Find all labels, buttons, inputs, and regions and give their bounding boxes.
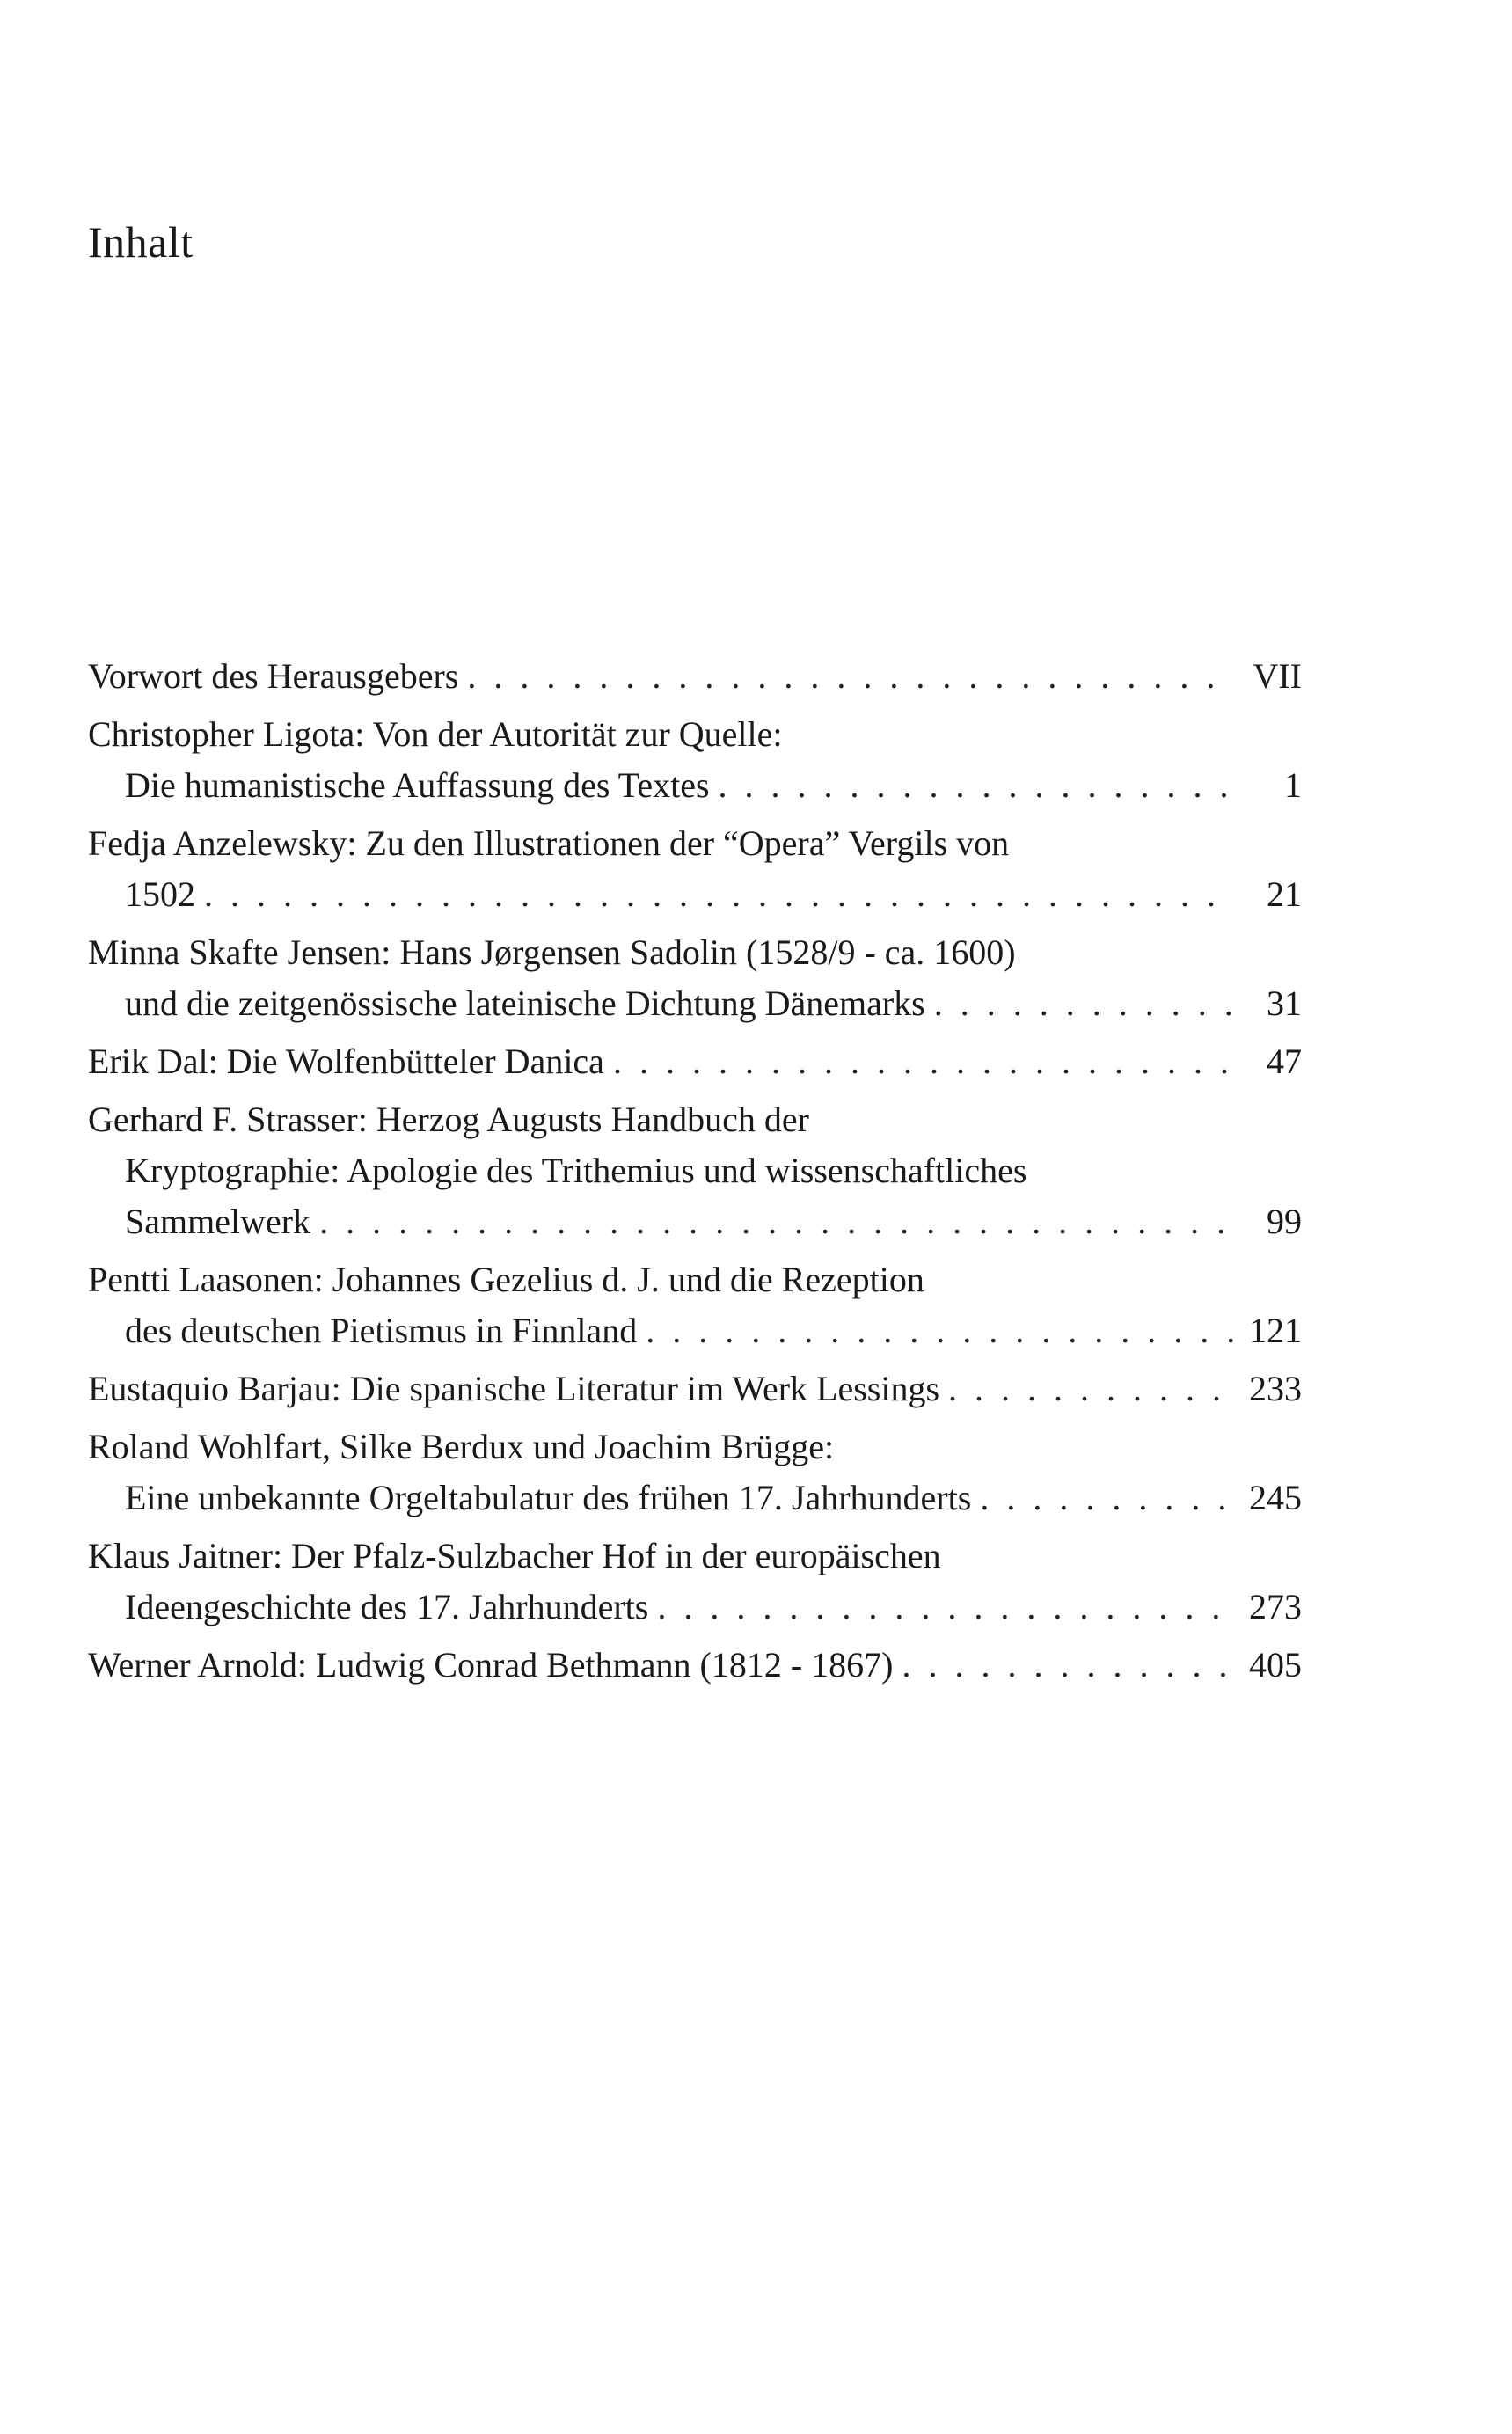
- toc-entry-4: [88, 927, 1302, 1029]
- table-of-contents: [88, 651, 1302, 1691]
- dot-leader: [948, 1363, 1233, 1414]
- page-number: 1: [1284, 765, 1302, 805]
- page-number: 47: [1267, 1042, 1302, 1081]
- toc-entry-9: [88, 1422, 1302, 1524]
- page-number: 273: [1249, 1587, 1302, 1626]
- toc-entry-6: [88, 1094, 1302, 1247]
- dot-leader: [319, 1196, 1233, 1247]
- toc-entry-title: Vorwort des Herausgebers: [88, 656, 459, 696]
- dot-leader: [934, 978, 1233, 1029]
- toc-line: [88, 1363, 1302, 1414]
- dot-leader: [980, 1473, 1233, 1524]
- page-number: 121: [1249, 1311, 1302, 1350]
- toc-line: [88, 978, 1302, 1029]
- toc-entry-7: [88, 1254, 1302, 1356]
- toc-entry-8: [88, 1363, 1302, 1414]
- toc-entry-3: [88, 818, 1302, 920]
- page-number: 21: [1267, 874, 1302, 914]
- toc-entry-title: Gerhard F. Strasser: Herzog Augusts Handbuch der: [88, 1100, 809, 1139]
- toc-line: [88, 1582, 1302, 1633]
- toc-line: [88, 1640, 1302, 1691]
- toc-entry-title: Klaus Jaitner: Der Pfalz-Sulzbacher Hof in der europäischen: [88, 1536, 941, 1575]
- toc-entry-5: [88, 1036, 1302, 1087]
- page-number: 99: [1267, 1202, 1302, 1241]
- toc-entry-title: Eustaquio Barjau: Die spanische Literatur im Werk Lessings: [88, 1369, 940, 1408]
- toc-entry-title-cont: Die humanistische Auffassung des Textes: [125, 765, 710, 805]
- page-number: VII: [1253, 656, 1302, 696]
- toc-entry-title-cont: Ideengeschichte des 17. Jahrhunderts: [125, 1587, 649, 1626]
- dot-leader: [719, 760, 1233, 811]
- page-number: 31: [1267, 983, 1302, 1023]
- toc-entry-title: Christopher Ligota: Von der Autorität zur Quelle:: [88, 714, 783, 754]
- toc-line: [88, 1473, 1302, 1524]
- page-number: 245: [1249, 1478, 1302, 1517]
- toc-entry-title-cont: 1502: [125, 874, 195, 914]
- toc-line: [88, 1196, 1302, 1247]
- toc-entry-title: Minna Skafte Jensen: Hans Jørgensen Sadolin (1528/9 - ca. 1600): [88, 932, 1016, 972]
- toc-entry-1: [88, 651, 1302, 702]
- toc-entry-title: Pentti Laasonen: Johannes Gezelius d. J. und die Rezeption: [88, 1260, 924, 1299]
- toc-entry-title-cont: und die zeitgenössische lateinische Dichtung Dänemarks: [125, 983, 925, 1023]
- toc-entry-title-cont: des deutschen Pietismus in Finnland: [125, 1311, 638, 1350]
- page-heading: Inhalt: [88, 217, 194, 267]
- dot-leader: [467, 651, 1233, 702]
- toc-entry-2: [88, 709, 1302, 811]
- toc-entry-title: Fedja Anzelewsky: Zu den Illustrationen der “Opera” Vergils von: [88, 823, 1010, 863]
- toc-entry-title: Roland Wohlfart, Silke Berdux und Joachim Brügge:: [88, 1427, 835, 1466]
- dot-leader: [646, 1305, 1233, 1356]
- toc-entry-title-cont: Eine unbekannte Orgeltabulatur des frühen 17. Jahrhunderts: [125, 1478, 972, 1517]
- page-number: 405: [1249, 1645, 1302, 1685]
- dot-leader: [657, 1582, 1233, 1633]
- toc-line: [88, 760, 1302, 811]
- toc-entry-10: [88, 1531, 1302, 1633]
- dot-leader: [902, 1640, 1234, 1691]
- dot-leader: [613, 1036, 1233, 1087]
- toc-entry-title: Erik Dal: Die Wolfenbütteler Danica: [88, 1042, 604, 1081]
- toc-line: [88, 1305, 1302, 1356]
- toc-entry-title-cont: Kryptographie: Apologie des Trithemius und wissenschaftliches: [125, 1151, 1027, 1190]
- dot-leader: [204, 869, 1233, 920]
- toc-line: [88, 869, 1302, 920]
- toc-line: [88, 651, 1302, 702]
- toc-entry-11: [88, 1640, 1302, 1691]
- page-number: 233: [1249, 1369, 1302, 1408]
- toc-entry-title: Werner Arnold: Ludwig Conrad Bethmann (1812 - 1867): [88, 1645, 894, 1685]
- toc-entry-title-cont: Sammelwerk: [125, 1202, 311, 1241]
- toc-line: [88, 1036, 1302, 1087]
